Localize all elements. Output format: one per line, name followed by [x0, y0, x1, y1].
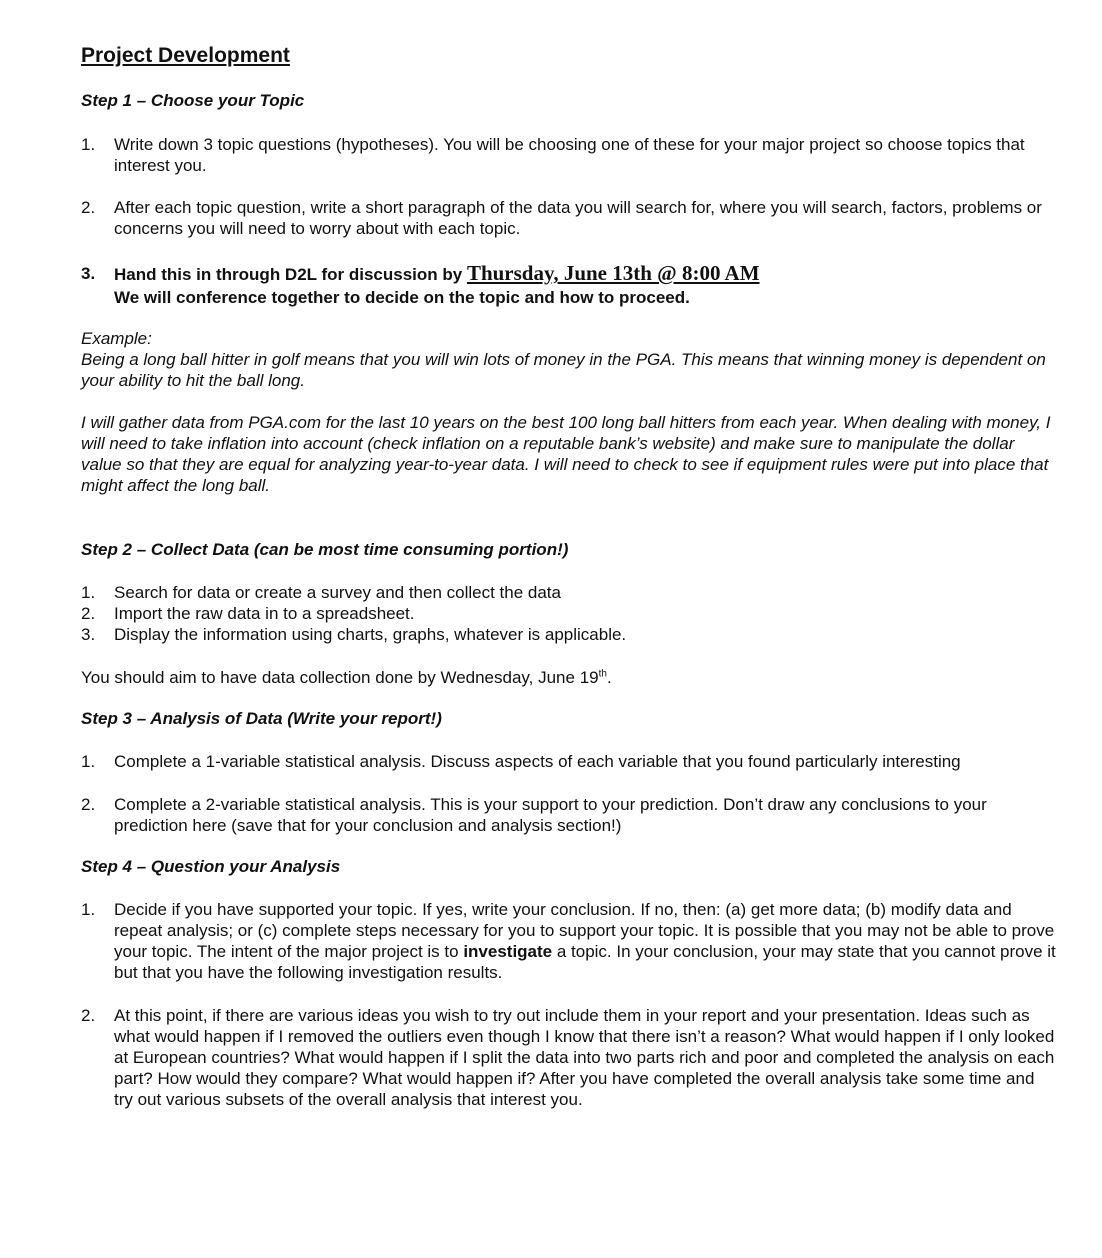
list-text: Import the raw data in to a spreadsheet. [114, 604, 415, 623]
step4-heading: Step 4 – Question your Analysis [81, 857, 341, 876]
emphasis-text: investigate [463, 942, 553, 961]
list-number: 2. [81, 198, 96, 217]
list-text: Complete a 1-variable statistical analysis. Discuss aspects of each variable that you found particularly interesting [114, 752, 961, 771]
collection-deadline-note: You should aim to have data collection done by Wednesday, June 19th. [81, 668, 612, 687]
due-date: Thursday, June 13th @ 8:00 AM [466, 261, 760, 285]
list-text: Write down 3 topic questions (hypotheses). You will be choosing one of these for your major project so choose topics that interest you. [114, 135, 1025, 175]
list-text: Display the information using charts, graphs, whatever is applicable. [114, 625, 627, 644]
step2-item-2 [81, 603, 1056, 624]
step1-item-1 [81, 134, 1056, 176]
example-label: Example: [81, 329, 152, 348]
step4-item-1 [81, 899, 1056, 983]
list-text: Complete a 2-variable statistical analysis. This is your support to your prediction. Don’t draw any conclusions to your prediction here (save that for your conclusion and analysis section!) [114, 795, 987, 835]
step2-item-3 [81, 624, 1056, 645]
list-number: 1. [81, 752, 96, 771]
list-text: After each topic question, write a short paragraph of the data you will search for, where you will search, factors, problems or concerns you will need to worry about with each topic. [114, 198, 1042, 238]
list-number: 1. [81, 583, 96, 602]
step2-heading: Step 2 – Collect Data (can be most time consuming portion!) [81, 540, 569, 559]
list-number: 2. [81, 795, 96, 814]
list-number: 1. [81, 900, 96, 919]
list-text: Hand this in through D2L for discussion by [114, 265, 467, 284]
step4-item-2 [81, 1005, 1056, 1110]
step1-item-2 [81, 197, 1056, 239]
list-number: 2. [81, 604, 96, 623]
step3-heading: Step 3 – Analysis of Data (Write your report!) [81, 709, 442, 728]
list-text: Decide if you have supported your topic. If yes, write your conclusion. If no, then: (a) get more data; (b) modify data and repeat analysis; or (c) complete steps necessary for you to support your topic. It is possible that you may not be able to prove your topic. The intent of the major project is to [114, 900, 1055, 961]
list-text: Search for data or create a survey and then collect the data [114, 583, 561, 602]
step1-item-3 [81, 262, 1056, 309]
step3-item-2 [81, 794, 1056, 836]
list-number: 3. [81, 625, 96, 644]
step1-heading: Step 1 – Choose your Topic [81, 91, 305, 110]
step3-item-1 [81, 751, 1056, 772]
example-paragraph-2: I will gather data from PGA.com for the last 10 years on the best 100 long ball hitters from each year. When dealing with money, I will need to take inflation into account (check inflation on a reputable bank’s website) and make sure to manipulate the dollar value so that they are equal for analyzing year-to-year data. I will need to check to see if equipment rules were put into place that might affect the long ball. [81, 413, 1051, 495]
list-number: 2. [81, 1006, 96, 1025]
list-text: a topic. In your conclusion, your may state that you cannot prove it but that you have the following investigation results. [114, 942, 1056, 982]
list-number: 3. [81, 264, 96, 283]
list-text: At this point, if there are various ideas you wish to try out include them in your report and your presentation. Ideas such as what would happen if I removed the outliers even though I know that there isn’t a reason? What would happen if I only looked at European countries? What would happen if I split the data into two parts rich and poor and completed the analysis on each part? How would they compare? What would happen if? After you have completed the overall analysis take some time and try out various subsets of the overall analysis that interest you. [114, 1006, 1055, 1109]
step2-item-1 [81, 582, 1056, 603]
page-title: Project Development [81, 44, 290, 67]
list-number: 1. [81, 135, 96, 154]
example-paragraph-1: Being a long ball hitter in golf means that you will win lots of money in the PGA. This means that winning money is dependent on your ability to hit the ball long. [81, 350, 1046, 390]
list-text: We will conference together to decide on the topic and how to proceed. [114, 288, 690, 307]
